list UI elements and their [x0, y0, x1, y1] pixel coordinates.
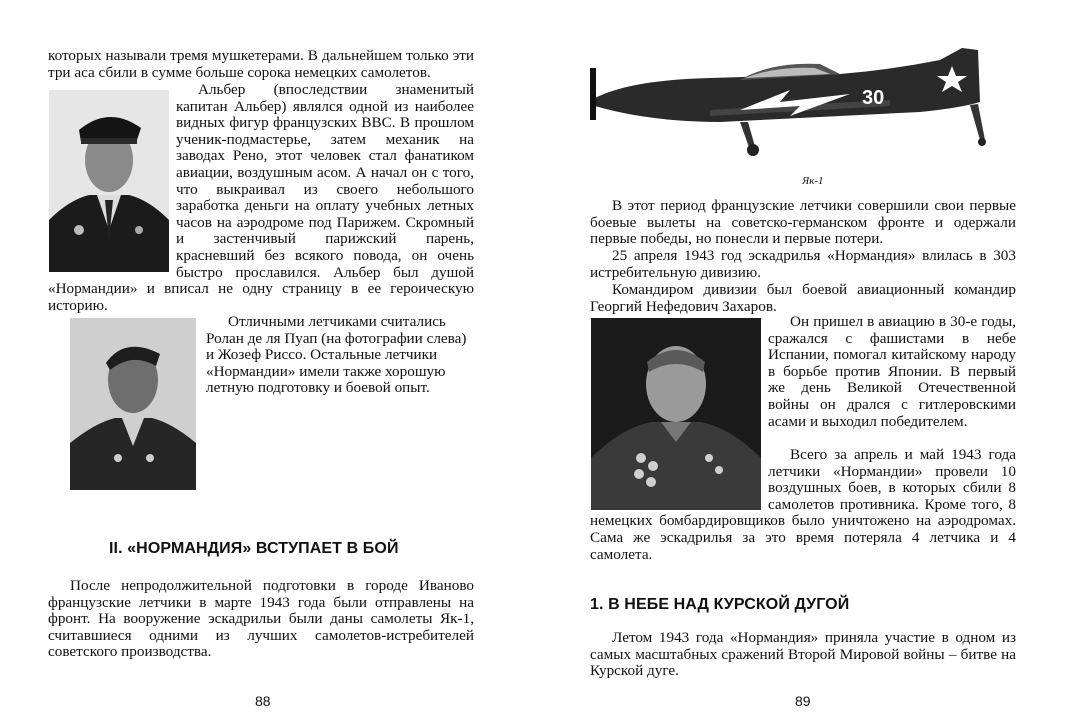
left-paragraph-3: Отличными летчиками считались Ролан де ля Пуап (на фотографии слева) и Жозеф Риссо. Остальные летчики «Нормандии» имели также хорошую летную подготовку и боевой опыт.: [206, 313, 467, 397]
left-paragraph-1: которых называли тремя мушкетерами. В дальнейшем только эти три аса сбили в сумме больше сорока немецких самолетов.: [48, 47, 474, 81]
right-paragraph-4: Он пришел в авиацию в 30-е годы, сражался с фашистами в небе Испании, помогал китайскому народу в борьбе против Японии. В первый же день Великой Отечественной войны он дрался с гитлеровскими асами и выходил победителем.: [768, 313, 1016, 430]
right-paragraph-2: 25 апреля 1943 год эскадрилья «Нормандия» влилась в 303 истребительную дивизию.: [590, 247, 1016, 281]
section-heading-kursk: 1. В НЕБЕ НАД КУРСКОЙ ДУГОЙ: [590, 596, 850, 613]
right-paragraph-6: Летом 1943 года «Нормандия» приняла участие в одном из самых масштабных сражений Второй Мировой войны – битве на Курской дуге.: [590, 629, 1016, 680]
left-page: [0, 0, 533, 720]
right-paragraph-1: В этот период французские летчики совершили свои первые боевые вылеты на советско-германском фронте и одержали первые победы, но понесли и первые потери.: [590, 197, 1016, 248]
left-paragraph-2: Альбер (впоследствии знаменитый капитан Альбер) являлся одной из наиболее видных фигур французских ВВС. В прошлом ученик-подмастерье, затем механик на заводах Рено, этот человек стал фанатиком авиации, воздушным асом. А начал он с того, что выкраивал из своего небольшого заработка деньги на оплату учебных летных часов на аэродроме под Парижем. Скромный и застенчивый парижский парень, красневший без всякого повода, он очень быстро прославился. Альбер был душой «Нормандии» и вписал не одну страницу в ее героическую историю.: [48, 81, 474, 314]
right-page: [534, 0, 1067, 720]
right-paragraph-3: Командиром дивизии был боевой авиационный командир Георгий Нефедович Захаров.: [590, 281, 1016, 315]
page-number-left: 88: [255, 693, 271, 709]
yak1-plane-illustration: [590, 40, 1000, 160]
pilot-roland-photo: [70, 318, 196, 490]
right-paragraph-5: Всего за апрель и май 1943 года летчики «Нормандии» провели 10 воздушных боев, в которых сбили 8 самолетов противника. Кроме того, 8 немецких бомбардировщиков было уничтожено на аэродромах. Сама же эскадрилья за это время потеряла 4 летчика и 4 самолета.: [590, 446, 1016, 563]
left-paragraph-4: После непродолжительной подготовки в городе Иваново французские летчики в марте 1943 года были отправлены на фронт. На вооружение эскадрильи были даны самолеты Як-1, считавшиеся одними из лучших самолетов-истребителей советского производства.: [48, 577, 474, 661]
page-number-right: 89: [795, 693, 811, 709]
plane-marking: 30: [862, 87, 885, 109]
plane-caption: Як-1: [802, 175, 824, 187]
section-heading: II. «НОРМАНДИЯ» ВСТУПАЕТ В БОЙ: [109, 540, 399, 557]
